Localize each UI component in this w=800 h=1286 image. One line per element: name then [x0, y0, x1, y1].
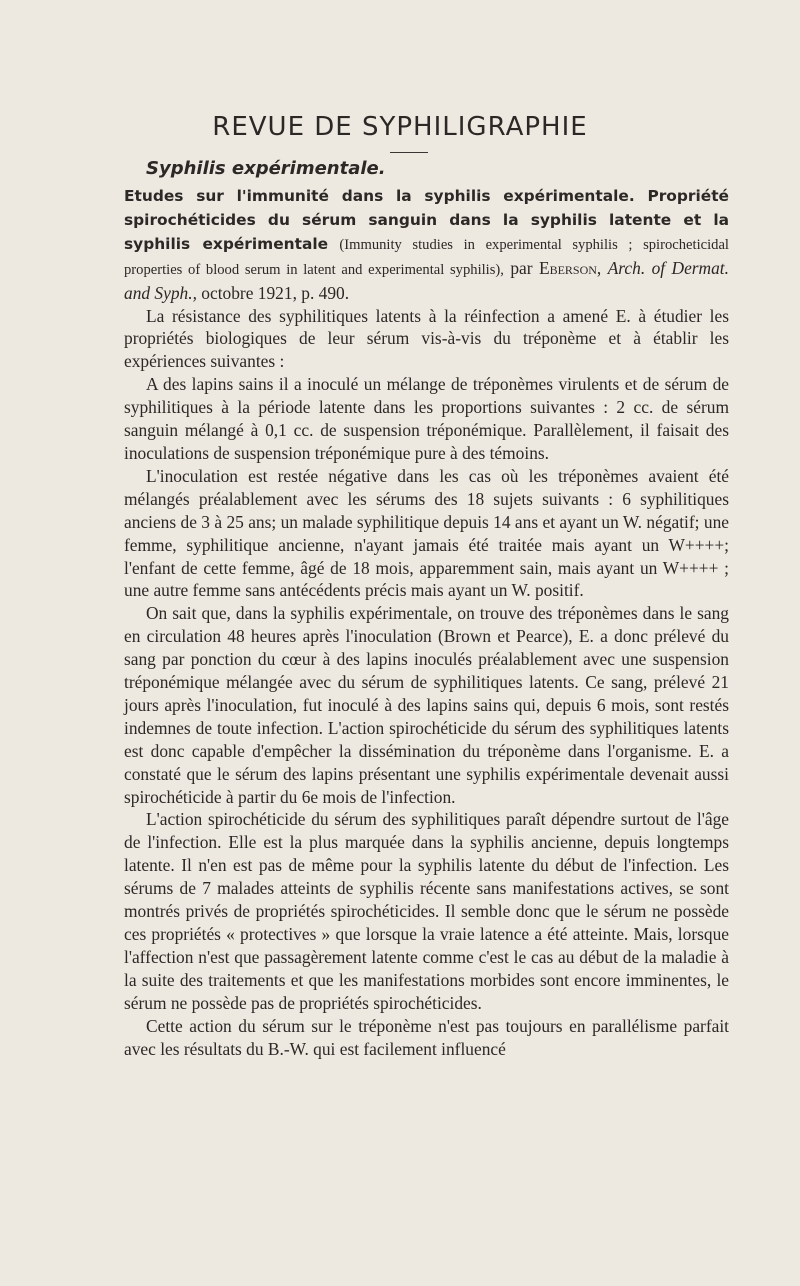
article-body: [124, 184, 729, 1060]
english-title: (Immunity studies in experimental syphilis ; spirocheticidal properties of blood serum in latent and experimental syphilis),: [124, 236, 729, 278]
citation-details: octobre 1921, p. 490.: [201, 282, 350, 303]
paragraph-2: A des lapins sains il a inoculé un mélange de tréponèmes virulents et de sérum de syphilitiques à la période latente dans les proportions suivantes : 2 cc. de sérum sanguin mélangé à 0,1 cc. de suspension tréponémique. Parallèlement, il faisait des inoculations de suspension tréponémique pure à des témoins.: [124, 374, 729, 463]
paragraph-6: Cette action du sérum sur le tréponème n'est pas toujours en parallélisme parfait avec les résultats du B.-W. qui est facilement influencé: [124, 1015, 729, 1059]
section-heading: Syphilis expérimentale.: [146, 158, 386, 179]
article-title: Etudes sur l'immunité dans la syphilis expérimentale. Propriété spirochéticides du sérum sanguin dans la syphilis latente et la syphilis expérimentale: [124, 187, 729, 253]
running-header: REVUE DE SYPHILIGRAPHIE: [212, 112, 588, 142]
author-name: Eberson,: [538, 257, 602, 278]
paragraph-1: La résistance des syphilitiques latents à la réinfection a amené E. à étudier les propriétés biologiques de leur sérum vis-à-vis du tréponème et à établir les expériences suivantes :: [124, 305, 729, 372]
paragraph-5: L'action spirochéticide du sérum des syphilitiques paraît dépendre surtout de l'âge de l'infection. Elle est la plus marquée dans la syphilis ancienne, depuis longtemps latente. Il n'en est pas de même pour la syphilis latente du début de l'infection. Les sérums de 7 malades atteints de syphilis récente sans manifestations actives, se sont montrés privés de propriétés spirochéticides. Il semble donc que le sérum ne possède ces propriétés « protectives » que lorsque la vraie latence a été atteinte. Mais, lorsque l'affection n'est que passagèrement latente comme c'est le cas au début de la maladie à la suite des traitements et que les manifestations morbides sont encore imminentes, le sérum ne possède pas de propriétés spirochéticides.: [124, 809, 729, 1013]
paragraph-4: On sait que, dans la syphilis expérimentale, on trouve des tréponèmes dans le sang en circulation 48 heures après l'inoculation (Brown et Pearce), E. a donc prélevé du sang par ponction du cœur à des lapins inoculés préalablement avec une suspension tréponémique mélangée avec du sérum de syphilitiques latents. Ce sang, prélevé 21 jours après l'inoculation, fut inoculé à des lapins sains qui, depuis 6 mois, sont restés indemnes de toute infection. L'action spirochéticide du sérum des syphilitiques latents est donc capable d'empêcher la dissémination du tréponème dans l'organisme. E. a constaté que le sérum des lapins présentant une syphilis expérimentale devenait aussi spirochéticide à partir du 6e mois de l'infection.: [124, 603, 729, 807]
article-title-paragraph: [124, 184, 729, 305]
author-par: par: [510, 257, 533, 278]
header-rule: [390, 152, 428, 153]
paragraph-3: L'inoculation est restée négative dans les cas où les tréponèmes avaient été mélangés préalablement avec les sérums des 18 sujets suivants : 6 syphilitiques anciens de 3 à 25 ans; un malade syphilitique depuis 14 ans et ayant un W. négatif; une femme, syphilitique ancienne, n'ayant jamais été traitée mais ayant un W++++; l'enfant de cette femme, âgé de 18 mois, apparemment sain, mais ayant un W++++ ; une autre femme sans antécédents précis mais ayant un W. positif.: [124, 465, 729, 601]
journal-name: Arch. of Dermat. and Syph.,: [124, 257, 729, 303]
